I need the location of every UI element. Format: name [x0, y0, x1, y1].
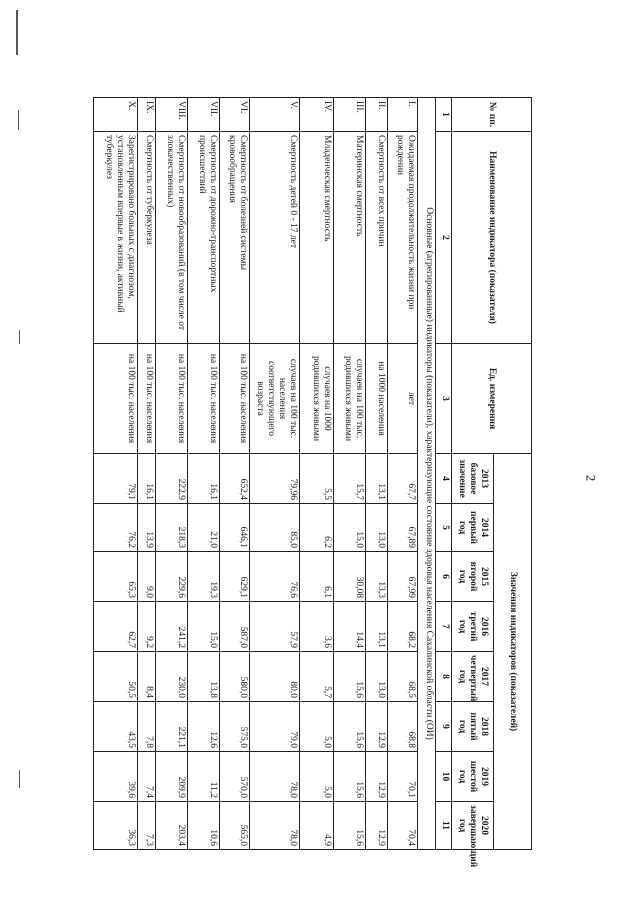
- indicator-value: 70,1: [388, 752, 418, 802]
- header-year: 2013 базовое значение: [452, 454, 494, 504]
- unit-of-measure: на 100 тыс. населения: [138, 344, 156, 454]
- indicator-value: 76,2: [94, 504, 138, 552]
- indicator-name: Материнская смертность: [334, 132, 366, 344]
- unit-of-measure: на 100 тыс. населения: [156, 344, 188, 454]
- column-number: 1: [436, 98, 452, 132]
- indicator-value: 5,5: [300, 454, 334, 504]
- header-year: 2018 пятый год: [452, 702, 494, 752]
- table-row: [220, 98, 250, 850]
- indicators-table-container: [94, 97, 532, 868]
- indicator-value: 50,5: [94, 652, 138, 702]
- unit-of-measure: случаев на 100 тыс. населения соответствующего возраста: [250, 344, 300, 454]
- indicator-value: 229,6: [156, 552, 188, 602]
- indicator-value: 13,1: [366, 602, 388, 652]
- indicator-value: 9,2: [138, 602, 156, 652]
- header-unit: Ед. измерения: [452, 344, 532, 454]
- indicator-value: 15,6: [334, 752, 366, 802]
- indicator-value: 67,99: [388, 552, 418, 602]
- section-title: Основные (агрегированные) индикаторы (показатели), характеризующие состояние здоровья населения Сахалинской области (ОИ): [418, 98, 436, 850]
- column-number: 10: [436, 752, 452, 802]
- indicator-name: Смертность от всех причин: [366, 132, 388, 344]
- column-number: 3: [436, 344, 452, 454]
- table-row: [250, 98, 300, 850]
- indicator-value: 67,89: [388, 504, 418, 552]
- header-year: 2014 первый год: [452, 504, 494, 552]
- indicator-value: 13,0: [366, 652, 388, 702]
- indicator-value: 80,0: [250, 652, 300, 702]
- indicator-value: 570,0: [220, 752, 250, 802]
- scan-edge-mark: [18, 110, 19, 130]
- indicator-value: 12,9: [366, 752, 388, 802]
- column-number: 7: [436, 602, 452, 652]
- header-year: 2019 шестой год: [452, 752, 494, 802]
- table-body: [94, 98, 436, 850]
- unit-of-measure: случаев на 100 тыс. родившихся живыми: [334, 344, 366, 454]
- indicator-value: 7,4: [138, 752, 156, 802]
- indicator-value: 43,5: [94, 702, 138, 752]
- indicator-value: 12,9: [366, 802, 388, 850]
- indicator-value: 5,7: [300, 652, 334, 702]
- indicator-value: 13,0: [366, 504, 388, 552]
- header-values-group: Значения индикаторов (показателей): [494, 454, 532, 850]
- indicator-value: 13,8: [188, 652, 220, 702]
- indicator-value: 15,0: [188, 602, 220, 652]
- indicator-name: Смертность детей 0 - 17 лет: [250, 132, 300, 344]
- row-number: VI.: [220, 98, 250, 132]
- indicator-name: Смертность от дорожно-транспортных происшествий: [188, 132, 220, 344]
- row-number: IX.: [138, 98, 156, 132]
- indicator-name: Ожидаемая продолжительность жизни при рождении: [388, 132, 418, 344]
- table-row: [188, 98, 220, 850]
- scan-edge-mark: [16, 10, 18, 55]
- indicator-value: 3,6: [300, 602, 334, 652]
- row-number: III.: [334, 98, 366, 132]
- indicator-value: 13,3: [366, 552, 388, 602]
- header-year: 2016 третий год: [452, 602, 494, 652]
- unit-of-measure: на 100 тыс. населения: [220, 344, 250, 454]
- indicator-value: 19,3: [188, 552, 220, 602]
- column-number: 6: [436, 552, 452, 602]
- unit-of-measure: на 1000 населения: [366, 344, 388, 454]
- indicator-value: 7,3: [138, 802, 156, 850]
- indicator-value: 12,9: [366, 702, 388, 752]
- indicator-value: 79,1: [94, 454, 138, 504]
- indicator-value: 68,2: [388, 602, 418, 652]
- indicator-value: 39,6: [94, 752, 138, 802]
- indicator-value: 78,0: [250, 802, 300, 850]
- indicator-value: 15,6: [334, 652, 366, 702]
- header-no: № пп.: [452, 98, 532, 132]
- column-number: 11: [436, 802, 452, 850]
- unit-of-measure: на 100 тыс. населения: [94, 344, 138, 454]
- indicator-value: 580,0: [220, 652, 250, 702]
- indicator-value: 203,4: [156, 802, 188, 850]
- indicator-value: 221,1: [156, 702, 188, 752]
- indicator-value: 565,0: [220, 802, 250, 850]
- indicator-value: 6,2: [300, 504, 334, 552]
- indicator-value: 575,0: [220, 702, 250, 752]
- row-number: VII.: [188, 98, 220, 132]
- indicator-value: 241,2: [156, 602, 188, 652]
- indicator-value: 79,96: [250, 454, 300, 504]
- indicator-value: 16,1: [188, 454, 220, 504]
- page-number: 2: [583, 474, 599, 482]
- unit-of-measure: на 100 тыс. населения: [188, 344, 220, 454]
- indicator-value: 62,7: [94, 602, 138, 652]
- indicator-value: 65,3: [94, 552, 138, 602]
- scan-edge-mark: [19, 770, 20, 788]
- indicator-value: 15,7: [334, 454, 366, 504]
- row-number: II.: [366, 98, 388, 132]
- indicator-value: 85,0: [250, 504, 300, 552]
- column-number: 4: [436, 454, 452, 504]
- table-row: [156, 98, 188, 850]
- indicator-value: 15,6: [334, 702, 366, 752]
- scan-edge-mark: [19, 330, 20, 344]
- indicator-value: 6,1: [300, 552, 334, 602]
- header-year: 2017 четвертый год: [452, 652, 494, 702]
- indicator-value: 4,9: [300, 802, 334, 850]
- indicator-value: 209,9: [156, 752, 188, 802]
- indicator-value: 21,0: [188, 504, 220, 552]
- indicator-value: 652,4: [220, 454, 250, 504]
- indicator-value: 9,0: [138, 552, 156, 602]
- indicator-value: 8,4: [138, 652, 156, 702]
- indicators-table: [93, 97, 532, 868]
- column-numbers-row: [436, 98, 452, 850]
- row-number: V.: [250, 98, 300, 132]
- column-number: 2: [436, 132, 452, 344]
- table-row: [94, 98, 138, 850]
- indicator-value: 230,0: [156, 652, 188, 702]
- column-number: 8: [436, 652, 452, 702]
- table-row: [334, 98, 366, 850]
- header-name: Наименование индикатора (показателя): [452, 132, 532, 344]
- column-number: 9: [436, 702, 452, 752]
- indicator-value: 14,4: [334, 602, 366, 652]
- indicator-value: 57,9: [250, 602, 300, 652]
- column-number: 5: [436, 504, 452, 552]
- indicator-value: 13,1: [366, 454, 388, 504]
- indicator-value: 15,6: [334, 802, 366, 850]
- indicator-value: 218,3: [156, 504, 188, 552]
- indicator-value: 30,08: [334, 552, 366, 602]
- indicator-value: 36,3: [94, 802, 138, 850]
- table-row: [138, 98, 156, 850]
- indicator-value: 10,6: [188, 802, 220, 850]
- indicator-value: 587,0: [220, 602, 250, 652]
- indicator-value: 15,0: [334, 504, 366, 552]
- unit-of-measure: случаев на 1000 родившихся живыми: [300, 344, 334, 454]
- indicator-value: 16,1: [138, 454, 156, 504]
- indicator-value: 629,1: [220, 552, 250, 602]
- indicator-name: Зарегистрировано больных с диагнозом, установленным впервые в жизни, активный туберкулез: [94, 132, 138, 344]
- indicator-value: 13,9: [138, 504, 156, 552]
- row-number: I.: [388, 98, 418, 132]
- header-year: 2015 второй год: [452, 552, 494, 602]
- indicator-value: 5,0: [300, 702, 334, 752]
- row-number: VIII.: [156, 98, 188, 132]
- indicator-name: Смертность от болезней системы кровообращения: [220, 132, 250, 344]
- indicator-value: 11,2: [188, 752, 220, 802]
- indicator-name: Смертность от туберкулеза: [138, 132, 156, 344]
- unit-of-measure: лет: [388, 344, 418, 454]
- indicator-value: 68,8: [388, 702, 418, 752]
- indicator-value: 70,4: [388, 802, 418, 850]
- indicator-value: 12,6: [188, 702, 220, 752]
- indicator-value: 76,6: [250, 552, 300, 602]
- indicator-name: Младенческая смертность: [300, 132, 334, 344]
- indicator-value: 646,1: [220, 504, 250, 552]
- header-year: 2020 завершающий год: [452, 802, 494, 850]
- indicator-value: 222,9: [156, 454, 188, 504]
- indicator-value: 78,0: [250, 752, 300, 802]
- table-row: [366, 98, 388, 850]
- indicator-name: Смертность от новообразований (в том числе от злокачественных): [156, 132, 188, 344]
- table-row: [388, 98, 418, 850]
- indicator-value: 79,0: [250, 702, 300, 752]
- row-number: IV.: [300, 98, 334, 132]
- row-number: X.: [94, 98, 138, 132]
- table-row: [300, 98, 334, 850]
- indicator-value: 7,8: [138, 702, 156, 752]
- indicator-value: 68,5: [388, 652, 418, 702]
- indicator-value: 67,7: [388, 454, 418, 504]
- indicator-value: 5,0: [300, 752, 334, 802]
